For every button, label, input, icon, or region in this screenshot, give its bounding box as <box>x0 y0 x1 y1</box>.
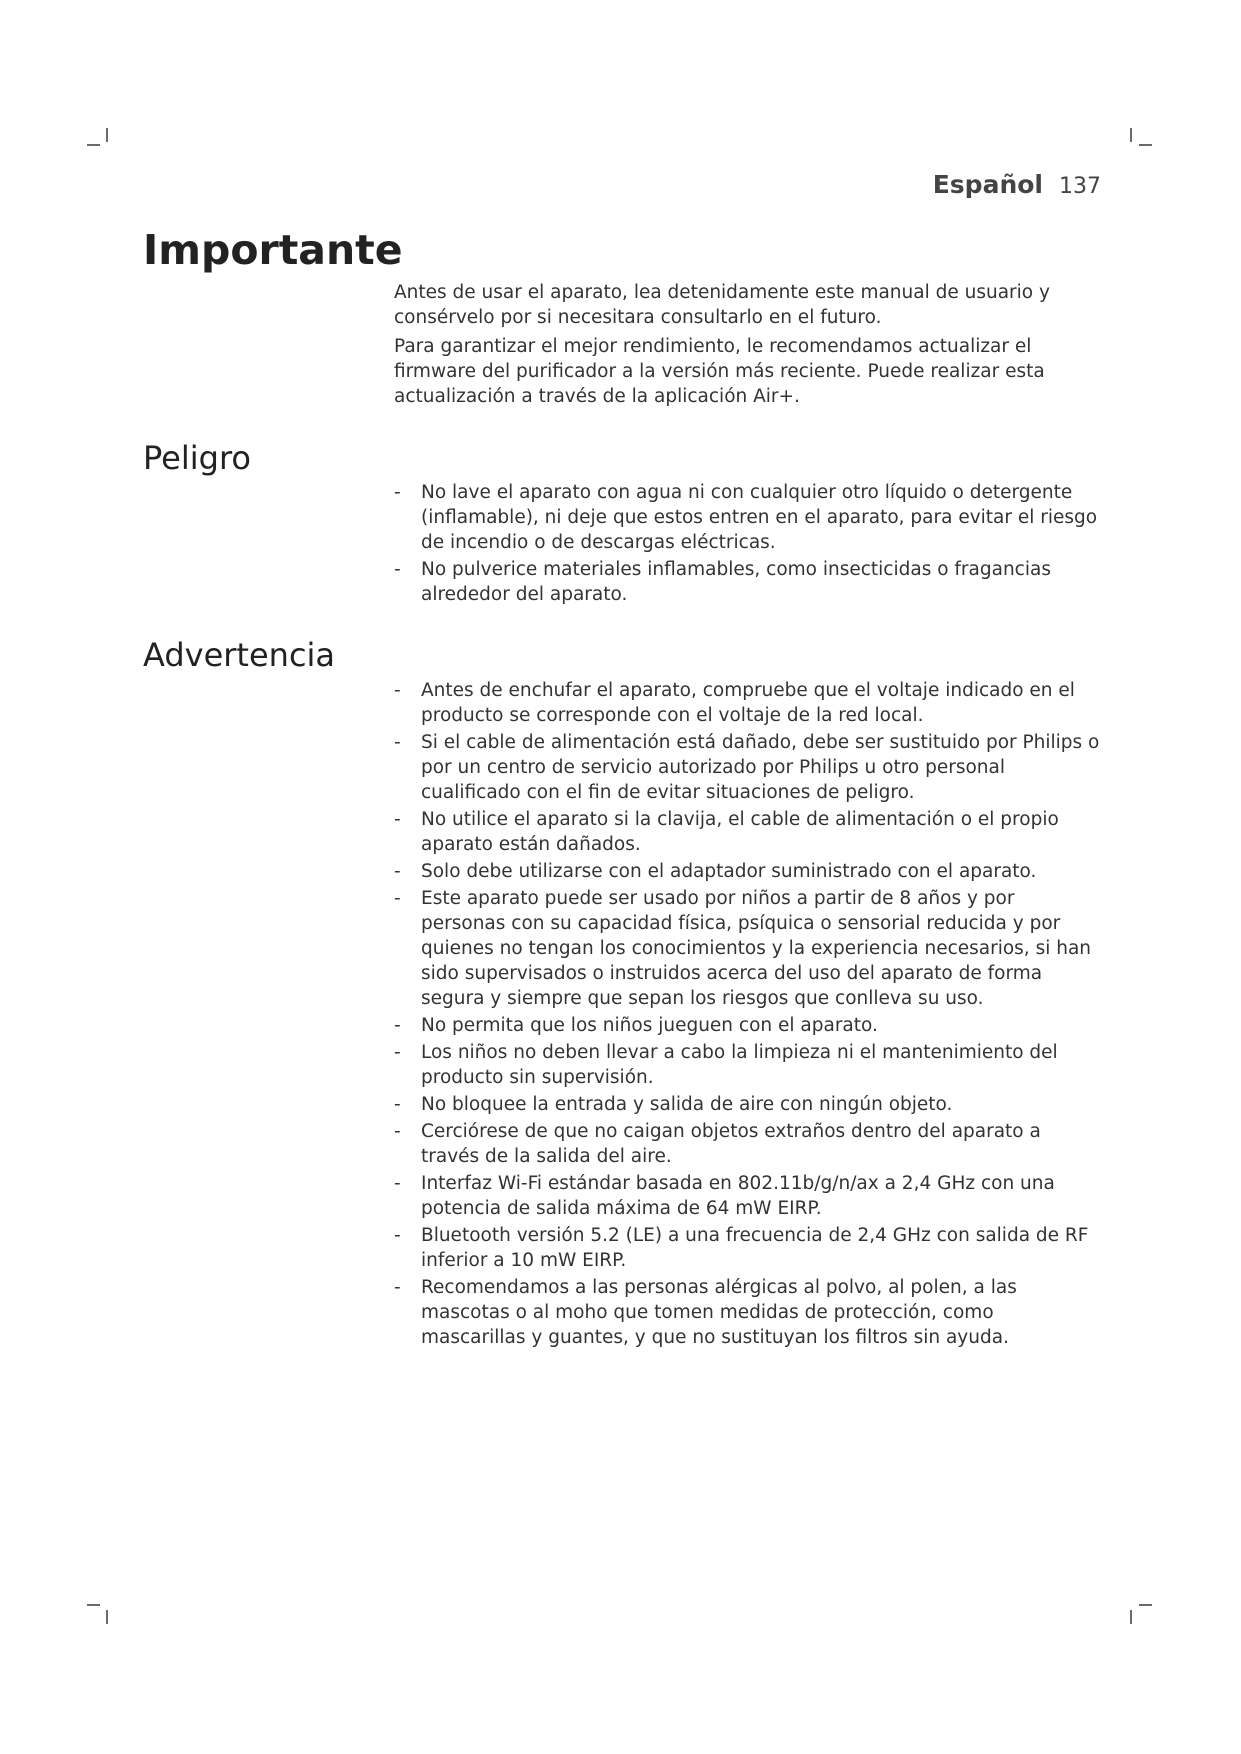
list-item <box>394 557 1104 607</box>
heading-peligro: Peligro <box>143 439 251 477</box>
list-item <box>394 1119 1104 1169</box>
crop-mark-top-left-h <box>87 144 100 146</box>
language-label: Español <box>932 170 1043 199</box>
list-item <box>394 859 1104 884</box>
list-item <box>394 678 1104 728</box>
crop-mark-bottom-right-h <box>1139 1604 1152 1606</box>
list-item-text: Solo debe utilizarse con el adaptador suministrado con el aparato. <box>421 861 1037 882</box>
list-item <box>394 1013 1104 1038</box>
list-item <box>394 1092 1104 1117</box>
list-item-text: Este aparato puede ser usado por niños a partir de 8 años y por personas con su capacidad física, psíquica o sensorial reducida y por quienes no tengan los conocimientos y la experiencia necesarios, si han sido supervisados o instruidos acerca del uso del aparato de forma segura y siempre que sepan los riesgos que conlleva su uso. <box>421 888 1092 1009</box>
list-item <box>394 1171 1104 1221</box>
bullet-dash: - <box>394 1173 401 1194</box>
bullet-dash: - <box>394 1094 401 1115</box>
list-item <box>394 1223 1104 1273</box>
peligro-list <box>394 480 1104 609</box>
advertencia-list <box>394 678 1104 1352</box>
bullet-dash: - <box>394 482 401 503</box>
list-item <box>394 1275 1104 1350</box>
list-item-text: No permita que los niños jueguen con el aparato. <box>421 1015 878 1036</box>
bullet-dash: - <box>394 559 401 580</box>
bullet-dash: - <box>394 680 401 701</box>
list-item-text: No pulverice materiales inflamables, como insecticidas o fragancias alrededor del aparato. <box>421 559 1051 605</box>
bullet-dash: - <box>394 1277 401 1298</box>
list-item <box>394 730 1104 805</box>
heading-importante: Importante <box>143 226 403 274</box>
list-item-text: Recomendamos a las personas alérgicas al polvo, al polen, a las mascotas o al moho que tomen medidas de protección, como mascarillas y guantes, y que no sustituyan los filtros sin ayuda. <box>421 1277 1017 1348</box>
list-item-text: Si el cable de alimentación está dañado, debe ser sustituido por Philips o por un centro de servicio autorizado por Philips u otro personal cualificado con el fin de evitar situaciones de peligro. <box>421 732 1100 803</box>
list-item <box>394 480 1104 555</box>
importante-body <box>394 280 1104 413</box>
crop-mark-bottom-right-v <box>1130 1610 1132 1624</box>
crop-mark-bottom-left-v <box>106 1610 108 1624</box>
crop-mark-top-right-v <box>1130 128 1132 142</box>
page-number: 137 <box>1059 174 1101 199</box>
bullet-dash: - <box>394 732 401 753</box>
list-item-text: No utilice el aparato si la clavija, el cable de alimentación o el propio aparato están dañados. <box>421 809 1059 855</box>
bullet-dash: - <box>394 1042 401 1063</box>
crop-mark-top-right-h <box>1139 144 1152 146</box>
paragraph: Para garantizar el mejor rendimiento, le recomendamos actualizar el firmware del purificador a la versión más reciente. Puede realizar esta actualización a través de la aplicación Air+. <box>394 336 1045 407</box>
list-item-text: Interfaz Wi-Fi estándar basada en 802.11b/g/n/ax a 2,4 GHz con una potencia de salida máxima de 64 mW EIRP. <box>421 1173 1055 1219</box>
page-header <box>933 170 1101 199</box>
bullet-dash: - <box>394 861 401 882</box>
paragraph: Antes de usar el aparato, lea detenidamente este manual de usuario y consérvelo por si necesitara consultarlo en el futuro. <box>394 282 1050 328</box>
heading-advertencia: Advertencia <box>143 636 336 674</box>
crop-mark-bottom-left-h <box>87 1604 100 1606</box>
crop-mark-top-left-v <box>106 128 108 142</box>
list-item-text: Antes de enchufar el aparato, compruebe que el voltaje indicado en el producto se corresponde con el voltaje de la red local. <box>421 680 1075 726</box>
bullet-dash: - <box>394 1121 401 1142</box>
bullet-dash: - <box>394 809 401 830</box>
list-item-text: No lave el aparato con agua ni con cualquier otro líquido o detergente (inflamable), ni deje que estos entren en el aparato, para evitar el riesgo de incendio o de descargas eléctricas. <box>421 482 1098 553</box>
bullet-dash: - <box>394 1015 401 1036</box>
list-item <box>394 886 1104 1011</box>
list-item-text: Los niños no deben llevar a cabo la limpieza ni el mantenimiento del producto sin supervisión. <box>421 1042 1058 1088</box>
list-item-text: Cerciórese de que no caigan objetos extraños dentro del aparato a través de la salida del aire. <box>421 1121 1041 1167</box>
list-item-text: Bluetooth versión 5.2 (LE) a una frecuencia de 2,4 GHz con salida de RF inferior a 10 mW EIRP. <box>421 1225 1089 1271</box>
list-item <box>394 807 1104 857</box>
list-item <box>394 1040 1104 1090</box>
bullet-dash: - <box>394 1225 401 1246</box>
bullet-dash: - <box>394 888 401 909</box>
list-item-text: No bloquee la entrada y salida de aire con ningún objeto. <box>421 1094 953 1115</box>
